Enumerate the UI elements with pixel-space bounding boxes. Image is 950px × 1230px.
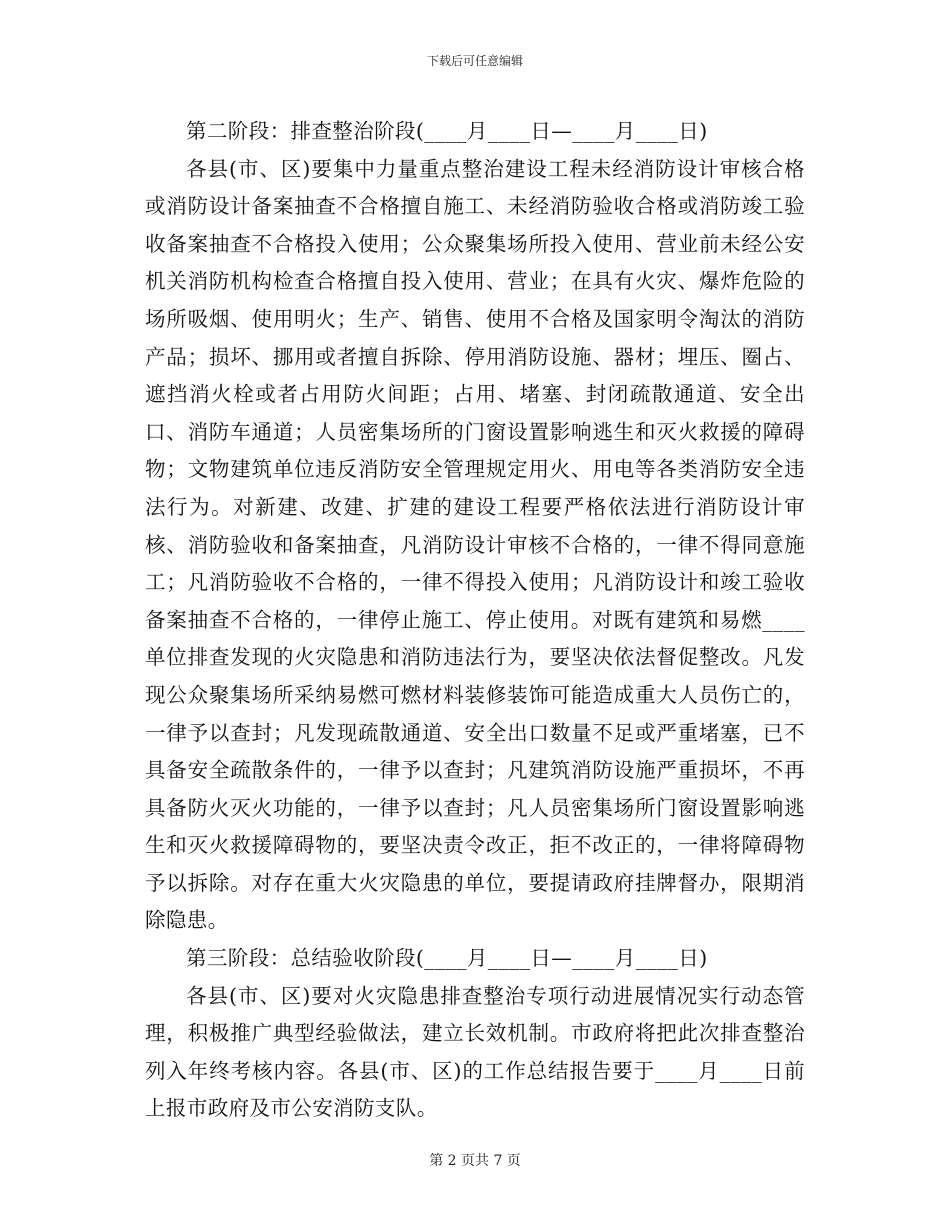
stage-two-body: 各县(市、区)要集中力量重点整治建设工程未经消防设计审核合格或消防设计备案抽查不合格擅自施工、未经消防验收合格或消防竣工验收备案抽查不合格投入使用；公众聚集场所投入使用、营业前未经公安机关消防机构检查合格擅自投入使用、营业；在具有火灾、爆炸危险的场所吸烟、使用明火；生产、销售、使用不合格及国家明令淘汰的消防产品；损坏、挪用或者擅自拆除、停用消防设施、器材；埋压、圈占、遮挡消火栓或者占用防火间距；占用、堵塞、封闭疏散通道、安全出口、消防车通道；人员密集场所的门窗设置影响逃生和灭火救援的障碍物；文物建筑单位违反消防安全管理规定用火、用电等各类消防安全违法行为。对新建、改建、扩建的建设工程要严格依法进行消防设计审核、消防验收和备案抽查，凡消防设计审核不合格的，一律不得同意施工；凡消防验收不合格的，一律不得投入使用；凡消防设计和竣工验收备案抽查不合格的，一律停止施工、停止使用。对既有建筑和易燃____单位排查发现的火灾隐患和消防违法行为，要坚决依法督促整改。凡发现公众聚集场所采纳易燃可燃材料装修装饰可能造成重大人员伤亡的，一律予以查封；凡发现疏散通道、安全出口数量不足或严重堵塞，已不具备安全疏散条件的，一律予以查封；凡建筑消防设施严重损坏，不再具备防火灭火功能的，一律予以查封；凡人员密集场所门窗设置影响逃生和灭火救援障碍物的，要坚决责令改正，拒不改正的，一律将障碍物予以拆除。对存在重大火灾隐患的单位，要提请政府挂牌督办，限期消除隐患。 [145, 156, 805, 933]
stage-three-body: 各县(市、区)要对火灾隐患排查整治专项行动进展情况实行动态管理，积极推广典型经验做法，建立长效机制。市政府将把此次排查整治列入年终考核内容。各县(市、区)的工作总结报告要于____月____日前上报市政府及市公安消防支队。 [145, 983, 805, 1121]
page-number: 第 2 页共 7 页 [429, 1153, 521, 1169]
stage-two-heading: 第二阶段：排查整治阶段(____月____日—____月____日) [186, 119, 708, 143]
stage-three-heading: 第三阶段：总结验收阶段(____月____日—____月____日) [186, 946, 708, 971]
page-header: 下载后可任意编辑 [426, 54, 523, 68]
document-body [145, 113, 805, 1128]
